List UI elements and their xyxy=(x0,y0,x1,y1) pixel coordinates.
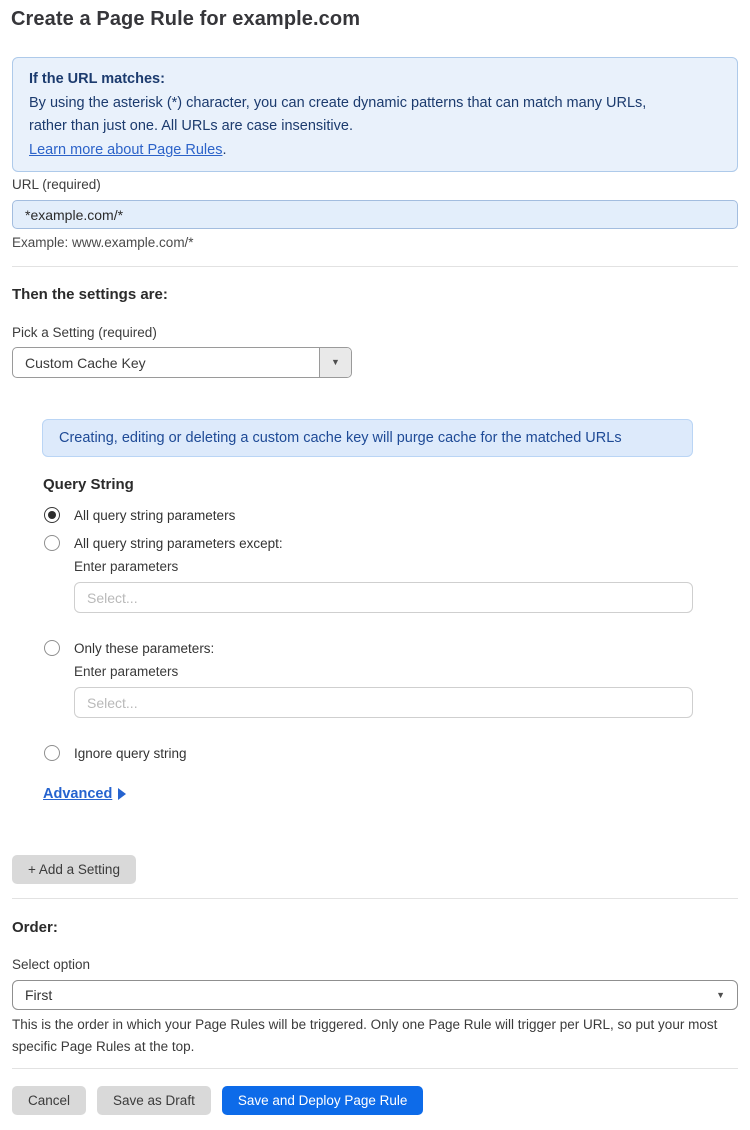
cache-purge-notice-text: Creating, editing or deleting a custom cache key will purge cache for the matched URLs xyxy=(59,430,622,446)
add-setting-button[interactable]: + Add a Setting xyxy=(12,855,136,884)
page-title: Create a Page Rule for example.com xyxy=(11,8,361,30)
select-option-label: Select option xyxy=(12,957,91,972)
cache-purge-notice xyxy=(42,419,693,457)
info-box-link-line xyxy=(29,139,721,163)
order-select[interactable] xyxy=(12,980,738,1010)
divider xyxy=(12,898,738,899)
setting-dropdown-value: Custom Cache Key xyxy=(25,354,146,371)
dropdown-arrow-button[interactable] xyxy=(319,348,351,377)
only-these-parameters-input[interactable] xyxy=(74,687,693,718)
radio-label: Only these parameters: xyxy=(74,640,215,656)
radio-label: All query string parameters except: xyxy=(74,535,283,551)
advanced-link-label: Advanced xyxy=(43,786,113,802)
radio-ignore-query-string[interactable] xyxy=(44,745,187,761)
info-box-body-line: rather than just one. All URLs are case insensitive. xyxy=(29,118,353,134)
footer-button-row xyxy=(12,1086,423,1115)
divider xyxy=(12,1068,738,1069)
radio-label: All query string parameters xyxy=(74,507,236,523)
radio-all-query-string-parameters-except[interactable] xyxy=(44,535,283,551)
enter-parameters-label: Enter parameters xyxy=(74,559,179,574)
learn-more-link[interactable]: Learn more about Page Rules xyxy=(29,141,223,158)
advanced-link[interactable] xyxy=(43,786,126,802)
save-as-draft-button[interactable]: Save as Draft xyxy=(97,1086,211,1115)
radio-only-these-parameters[interactable] xyxy=(44,640,214,656)
query-string-heading: Query String xyxy=(43,476,134,493)
radio-all-query-string-parameters[interactable] xyxy=(44,507,235,523)
cancel-button[interactable]: Cancel xyxy=(12,1086,86,1115)
link-suffix: . xyxy=(222,141,227,158)
pick-setting-label: Pick a Setting (required) xyxy=(12,325,157,340)
radio-selected-icon[interactable] xyxy=(44,507,60,523)
divider xyxy=(12,266,738,267)
radio-unselected-icon[interactable] xyxy=(44,745,60,761)
arrow-right-icon xyxy=(118,788,126,800)
radio-unselected-icon[interactable] xyxy=(44,640,60,656)
url-example-text: Example: www.example.com/* xyxy=(12,235,194,250)
enter-parameters-label: Enter parameters xyxy=(74,664,179,679)
url-match-info-box xyxy=(12,57,738,172)
radio-unselected-icon[interactable] xyxy=(44,535,60,551)
url-input[interactable] xyxy=(12,200,738,229)
chevron-down-icon: ▼ xyxy=(716,989,725,1000)
chevron-down-icon: ▼ xyxy=(331,357,340,367)
info-box-body-line: By using the asterisk (*) character, you can create dynamic patterns that can match many URLs, xyxy=(29,94,647,111)
url-label: URL (required) xyxy=(12,177,101,192)
radio-label: Ignore query string xyxy=(74,745,187,761)
info-box-heading: If the URL matches: xyxy=(29,71,165,87)
settings-heading: Then the settings are: xyxy=(12,286,168,303)
order-helper-text: This is the order in which your Page Rules will be triggered. Only one Page Rule will trigger per URL, so put your most specific Page Rules at the top. xyxy=(12,1017,718,1054)
order-select-value: First xyxy=(25,987,53,1003)
order-heading: Order: xyxy=(12,919,58,936)
save-and-deploy-button[interactable]: Save and Deploy Page Rule xyxy=(222,1086,424,1115)
setting-dropdown[interactable] xyxy=(12,347,352,378)
parameters-except-input[interactable] xyxy=(74,582,693,613)
